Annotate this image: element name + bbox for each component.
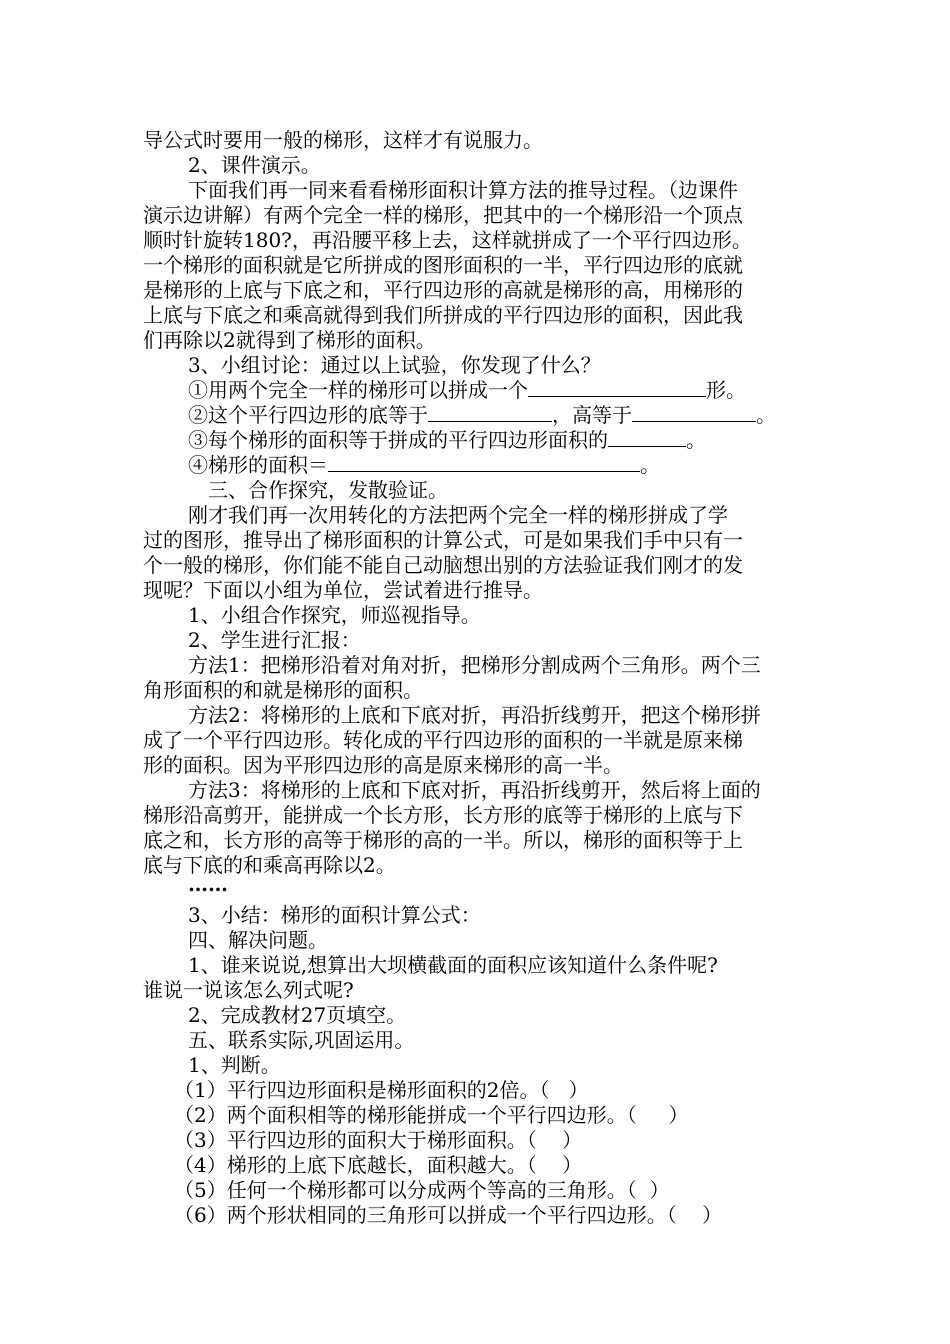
text-line: 顺时针旋转180?，再沿腰平移上去，这样就拼成了一个平行四边形。 bbox=[143, 228, 752, 252]
ellipsis: …… bbox=[188, 872, 228, 896]
item-text: ④梯形的面积＝ bbox=[188, 453, 328, 477]
text-line: 底与下底的和乘高再除以2。 bbox=[143, 853, 396, 877]
text-line: 方法2：将梯形的上底和下底对折，再沿折线剪开，把这个梯形拼 bbox=[188, 703, 761, 727]
answer-blank[interactable] bbox=[528, 378, 706, 397]
text-line: 下面我们再一同来看看梯形面积计算方法的推导过程。（边课件 bbox=[188, 178, 738, 202]
fill-in-item-2 bbox=[188, 403, 776, 428]
item-text: 。 bbox=[640, 453, 660, 477]
text-line: 1、小组合作探究，师巡视指导。 bbox=[188, 603, 481, 627]
text-line: 梯形沿高剪开，能拼成一个长方形，长方形的底等于梯形的上底与下 bbox=[143, 803, 743, 827]
fill-in-item-3 bbox=[188, 428, 706, 453]
item-text: ①用两个完全一样的梯形可以拼成一个 bbox=[188, 378, 528, 402]
text-line: 角形面积的和就是梯形的面积。 bbox=[143, 678, 423, 702]
item-text: 。 bbox=[756, 403, 776, 427]
item-text: 形。 bbox=[706, 378, 746, 402]
item-text: ，高等于 bbox=[552, 403, 632, 427]
text-line: 1、判断。 bbox=[188, 1053, 281, 1077]
judgment-item: （6）两个形状相同的三角形可以拼成一个平行四边形。（ ） bbox=[174, 1203, 723, 1227]
fill-in-item-1 bbox=[188, 378, 746, 403]
text-line: 2、完成教材27页填空。 bbox=[188, 1003, 407, 1027]
text-line: 上底与下底之和乘高就得到我们所拼成的平行四边形的面积，因此我 bbox=[143, 303, 743, 327]
judgment-item: （5）任何一个梯形都可以分成两个等高的三角形。（ ） bbox=[174, 1178, 670, 1202]
section-heading: 3、小组讨论：通过以上试验，你发现了什么？ bbox=[188, 353, 601, 377]
text-line: 底之和，长方形的高等于梯形的高的一半。所以，梯形的面积等于上 bbox=[143, 828, 743, 852]
judgment-item: （4）梯形的上底下底越长，面积越大。（ ） bbox=[174, 1153, 583, 1177]
text-line: 成了一个平行四边形。转化成的平行四边形的面积的一半就是原来梯 bbox=[143, 728, 743, 752]
answer-blank[interactable] bbox=[608, 428, 686, 447]
fill-in-item-4 bbox=[188, 453, 660, 478]
text-line: 过的图形，推导出了梯形面积的计算公式，可是如果我们手中只有一 bbox=[143, 528, 743, 552]
text-line: 方法3：将梯形的上底和下底对折，再沿折线剪开，然后将上面的 bbox=[188, 778, 761, 802]
section-heading: 五、联系实际,巩固运用。 bbox=[188, 1028, 415, 1052]
text-line: 导公式时要用一般的梯形，这样才有说服力。 bbox=[143, 128, 543, 152]
answer-blank[interactable] bbox=[632, 403, 756, 422]
section-heading: 四、解决问题。 bbox=[188, 928, 328, 952]
answer-blank[interactable] bbox=[428, 403, 552, 422]
text-line: 形的面积。因为平形四边形的高是原来梯形的高一半。 bbox=[143, 753, 623, 777]
text-line: 刚才我们再一次用转化的方法把两个完全一样的梯形拼成了学 bbox=[188, 503, 728, 527]
text-line: 们再除以2就得到了梯形的面积。 bbox=[143, 328, 436, 352]
judgment-item: （3）平行四边形的面积大于梯形面积。（ ） bbox=[174, 1128, 583, 1152]
text-line: 演示边讲解）有两个完全一样的梯形，把其中的一个梯形沿一个顶点 bbox=[143, 203, 743, 227]
judgment-item: （1）平行四边形面积是梯形面积的2倍。（ ） bbox=[174, 1078, 589, 1102]
answer-blank[interactable] bbox=[328, 453, 640, 472]
text-line: 3、小结：梯形的面积计算公式： bbox=[188, 903, 481, 927]
item-text: ③每个梯形的面积等于拼成的平行四边形面积的 bbox=[188, 428, 608, 452]
section-heading: 三、合作探究，发散验证。 bbox=[208, 478, 448, 502]
text-line: 是梯形的上底与下底之和，平行四边形的高就是梯形的高，用梯形的 bbox=[143, 278, 743, 302]
text-line: 个一般的梯形，你们能不能自己动脑想出别的方法验证我们刚才的发 bbox=[143, 553, 743, 577]
text-line: 一个梯形的面积就是它所拼成的图形面积的一半，平行四边形的底就 bbox=[143, 253, 743, 277]
text-line: 谁说一说该怎么列式呢? bbox=[143, 978, 354, 1002]
text-line: 方法1：把梯形沿着对角对折，把梯形分割成两个三角形。两个三 bbox=[188, 653, 761, 677]
item-text: ②这个平行四边形的底等于 bbox=[188, 403, 428, 427]
item-text: 。 bbox=[686, 428, 706, 452]
judgment-item: （2）两个面积相等的梯形能拼成一个平行四边形。（ ） bbox=[174, 1103, 689, 1127]
text-line: 2、学生进行汇报： bbox=[188, 628, 361, 652]
text-line: 1、谁来说说,想算出大坝横截面的面积应该知道什么条件呢? bbox=[188, 953, 718, 977]
section-heading: 2、课件演示。 bbox=[188, 153, 321, 177]
text-line: 现呢？下面以小组为单位，尝试着进行推导。 bbox=[143, 578, 543, 602]
